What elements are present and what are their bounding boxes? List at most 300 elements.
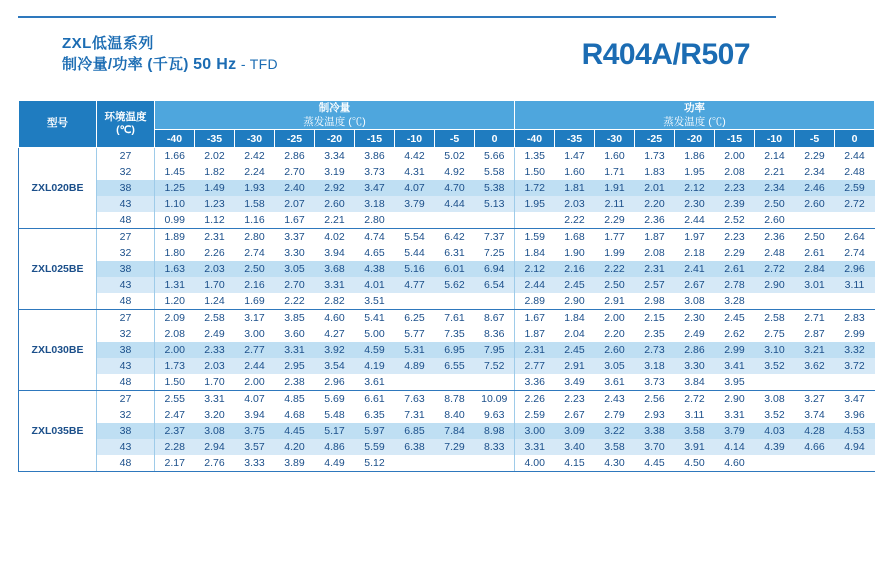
capacity-value-cell: 2.00 bbox=[155, 342, 195, 358]
capacity-value-cell bbox=[435, 455, 475, 472]
power-value-cell: 2.52 bbox=[715, 212, 755, 229]
capacity-value-cell bbox=[395, 293, 435, 310]
power-value-cell: 1.87 bbox=[515, 326, 555, 342]
capacity-value-cell: 2.42 bbox=[235, 148, 275, 165]
capacity-value-cell: 5.00 bbox=[355, 326, 395, 342]
capacity-value-cell: 3.89 bbox=[275, 455, 315, 472]
ambient-temp-cell: 32 bbox=[97, 407, 155, 423]
power-value-cell: 2.59 bbox=[515, 407, 555, 423]
capacity-value-cell: 3.47 bbox=[355, 180, 395, 196]
capacity-value-cell: 4.65 bbox=[355, 245, 395, 261]
capacity-value-cell: 3.31 bbox=[275, 342, 315, 358]
capacity-value-cell: 2.28 bbox=[155, 439, 195, 455]
capacity-value-cell: 3.31 bbox=[315, 277, 355, 293]
capacity-value-cell: 5.59 bbox=[355, 439, 395, 455]
table-body bbox=[19, 148, 875, 472]
model-suffix-label: - TFD bbox=[240, 56, 278, 73]
power-value-cell: 4.94 bbox=[835, 439, 875, 455]
power-value-cell: 3.70 bbox=[635, 439, 675, 455]
capacity-value-cell: 2.55 bbox=[155, 391, 195, 408]
capacity-value-cell: 3.73 bbox=[355, 164, 395, 180]
power-value-cell: 2.44 bbox=[675, 212, 715, 229]
col-header-model: 型号 bbox=[19, 101, 97, 148]
power-temp-header-m5: -5 bbox=[795, 130, 835, 148]
capacity-value-cell: 2.70 bbox=[275, 277, 315, 293]
table-row bbox=[19, 229, 875, 246]
power-value-cell: 3.01 bbox=[795, 277, 835, 293]
capacity-value-cell: 3.05 bbox=[275, 261, 315, 277]
capacity-value-cell: 2.60 bbox=[315, 196, 355, 212]
capacity-value-cell bbox=[475, 374, 515, 391]
ambient-temp-cell: 48 bbox=[97, 374, 155, 391]
power-value-cell: 2.73 bbox=[635, 342, 675, 358]
power-value-cell: 2.90 bbox=[715, 391, 755, 408]
power-value-cell bbox=[755, 293, 795, 310]
capacity-value-cell: 7.61 bbox=[435, 310, 475, 327]
power-value-cell: 4.50 bbox=[675, 455, 715, 472]
table-row bbox=[19, 148, 875, 165]
power-value-cell: 4.30 bbox=[595, 455, 635, 472]
power-value-cell: 2.14 bbox=[755, 148, 795, 165]
power-value-cell: 2.01 bbox=[635, 180, 675, 196]
col-header-ambient bbox=[97, 101, 155, 148]
capacity-value-cell: 4.92 bbox=[435, 164, 475, 180]
capacity-value-cell: 2.21 bbox=[315, 212, 355, 229]
capacity-value-cell: 5.02 bbox=[435, 148, 475, 165]
capacity-value-cell: 6.85 bbox=[395, 423, 435, 439]
capacity-value-cell: 4.20 bbox=[275, 439, 315, 455]
capacity-temp-header-m15: -15 bbox=[355, 130, 395, 148]
power-value-cell: 4.60 bbox=[715, 455, 755, 472]
model-cell: ZXL030BE bbox=[19, 310, 97, 391]
capacity-value-cell: 4.49 bbox=[315, 455, 355, 472]
capacity-value-cell: 1.80 bbox=[155, 245, 195, 261]
capacity-value-cell: 2.77 bbox=[235, 342, 275, 358]
ambient-temp-cell: 43 bbox=[97, 358, 155, 374]
capacity-value-cell: 1.89 bbox=[155, 229, 195, 246]
capacity-value-cell: 4.01 bbox=[355, 277, 395, 293]
power-temp-header-m30: -30 bbox=[595, 130, 635, 148]
capacity-value-cell: 3.19 bbox=[315, 164, 355, 180]
power-value-cell: 2.44 bbox=[835, 148, 875, 165]
capacity-value-cell: 3.37 bbox=[275, 229, 315, 246]
capacity-value-cell: 1.50 bbox=[155, 374, 195, 391]
capacity-value-cell: 0.99 bbox=[155, 212, 195, 229]
power-value-cell: 1.95 bbox=[515, 196, 555, 212]
capacity-value-cell: 3.34 bbox=[315, 148, 355, 165]
capacity-value-cell: 1.24 bbox=[195, 293, 235, 310]
capacity-value-cell: 7.37 bbox=[475, 229, 515, 246]
power-value-cell: 2.79 bbox=[595, 407, 635, 423]
power-value-cell: 2.36 bbox=[635, 212, 675, 229]
capacity-value-cell: 3.20 bbox=[195, 407, 235, 423]
power-value-cell: 3.08 bbox=[675, 293, 715, 310]
power-value-cell: 2.72 bbox=[835, 196, 875, 212]
power-value-cell: 2.45 bbox=[555, 342, 595, 358]
capacity-value-cell: 3.94 bbox=[315, 245, 355, 261]
power-value-cell: 3.58 bbox=[675, 423, 715, 439]
power-temp-header-0: 0 bbox=[835, 130, 875, 148]
performance-table bbox=[18, 100, 875, 472]
capacity-value-cell: 2.94 bbox=[195, 439, 235, 455]
power-value-cell: 2.18 bbox=[675, 245, 715, 261]
power-value-cell: 2.03 bbox=[555, 196, 595, 212]
capacity-value-cell: 2.26 bbox=[195, 245, 235, 261]
power-value-cell: 3.52 bbox=[755, 407, 795, 423]
capacity-value-cell: 2.22 bbox=[275, 293, 315, 310]
capacity-value-cell: 1.25 bbox=[155, 180, 195, 196]
power-value-cell: 2.90 bbox=[755, 277, 795, 293]
capacity-value-cell: 2.86 bbox=[275, 148, 315, 165]
power-value-cell: 2.34 bbox=[755, 180, 795, 196]
power-value-cell: 3.27 bbox=[795, 391, 835, 408]
power-value-cell: 4.28 bbox=[795, 423, 835, 439]
group-header-capacity bbox=[155, 101, 515, 130]
power-value-cell: 3.11 bbox=[835, 277, 875, 293]
table-row bbox=[19, 212, 875, 229]
power-value-cell: 2.48 bbox=[835, 164, 875, 180]
capacity-value-cell: 7.52 bbox=[475, 358, 515, 374]
power-value-cell: 2.36 bbox=[755, 229, 795, 246]
power-value-cell: 2.48 bbox=[755, 245, 795, 261]
capacity-value-cell: 1.93 bbox=[235, 180, 275, 196]
capacity-value-cell: 2.40 bbox=[275, 180, 315, 196]
capacity-value-cell: 6.31 bbox=[435, 245, 475, 261]
capacity-value-cell: 5.58 bbox=[475, 164, 515, 180]
power-value-cell: 3.91 bbox=[675, 439, 715, 455]
power-value-cell: 2.45 bbox=[555, 277, 595, 293]
power-temp-header-m25: -25 bbox=[635, 130, 675, 148]
capacity-subtitle: 蒸发温度 (℃) bbox=[303, 116, 366, 129]
power-value-cell: 1.86 bbox=[675, 148, 715, 165]
power-value-cell: 3.00 bbox=[515, 423, 555, 439]
capacity-value-cell: 2.50 bbox=[235, 261, 275, 277]
power-value-cell: 3.96 bbox=[835, 407, 875, 423]
ambient-temp-cell: 27 bbox=[97, 148, 155, 165]
ambient-temp-cell: 32 bbox=[97, 326, 155, 342]
capacity-value-cell: 5.97 bbox=[355, 423, 395, 439]
table-row bbox=[19, 310, 875, 327]
table-row bbox=[19, 164, 875, 180]
power-value-cell: 3.11 bbox=[675, 407, 715, 423]
power-value-cell: 2.60 bbox=[795, 196, 835, 212]
power-value-cell bbox=[835, 374, 875, 391]
table-row bbox=[19, 326, 875, 342]
ambient-temp-cell: 38 bbox=[97, 180, 155, 196]
model-cell: ZXL035BE bbox=[19, 391, 97, 472]
capacity-value-cell: 3.60 bbox=[275, 326, 315, 342]
capacity-value-cell: 3.54 bbox=[315, 358, 355, 374]
power-subtitle: 蒸发温度 (℃) bbox=[663, 116, 726, 129]
power-value-cell: 1.35 bbox=[515, 148, 555, 165]
capacity-value-cell: 5.44 bbox=[395, 245, 435, 261]
header-row-groups bbox=[19, 101, 875, 130]
capacity-value-cell bbox=[395, 455, 435, 472]
capacity-value-cell: 1.69 bbox=[235, 293, 275, 310]
power-value-cell: 2.61 bbox=[795, 245, 835, 261]
power-value-cell: 2.67 bbox=[675, 277, 715, 293]
power-value-cell: 1.97 bbox=[675, 229, 715, 246]
power-value-cell: 2.98 bbox=[635, 293, 675, 310]
ambient-temp-cell: 32 bbox=[97, 245, 155, 261]
power-value-cell: 2.77 bbox=[515, 358, 555, 374]
capacity-value-cell: 4.31 bbox=[395, 164, 435, 180]
power-value-cell: 3.22 bbox=[595, 423, 635, 439]
capacity-value-cell: 1.63 bbox=[155, 261, 195, 277]
power-value-cell: 3.36 bbox=[515, 374, 555, 391]
table-row bbox=[19, 261, 875, 277]
power-value-cell: 3.52 bbox=[755, 358, 795, 374]
capacity-value-cell: 3.00 bbox=[235, 326, 275, 342]
capacity-value-cell: 2.03 bbox=[195, 358, 235, 374]
capacity-value-cell: 3.92 bbox=[315, 342, 355, 358]
ambient-temp-cell: 43 bbox=[97, 277, 155, 293]
ambient-temp-cell: 38 bbox=[97, 261, 155, 277]
power-value-cell: 4.53 bbox=[835, 423, 875, 439]
power-value-cell: 3.21 bbox=[795, 342, 835, 358]
ambient-temp-cell: 27 bbox=[97, 310, 155, 327]
power-value-cell: 2.99 bbox=[715, 342, 755, 358]
capacity-value-cell: 3.31 bbox=[195, 391, 235, 408]
model-cell: ZXL025BE bbox=[19, 229, 97, 310]
power-value-cell bbox=[755, 374, 795, 391]
power-value-cell: 2.23 bbox=[715, 180, 755, 196]
power-value-cell: 2.61 bbox=[715, 261, 755, 277]
capacity-value-cell: 5.54 bbox=[395, 229, 435, 246]
power-value-cell: 2.23 bbox=[715, 229, 755, 246]
power-value-cell: 3.10 bbox=[755, 342, 795, 358]
power-value-cell: 3.49 bbox=[555, 374, 595, 391]
capacity-value-cell: 3.85 bbox=[275, 310, 315, 327]
power-value-cell: 1.87 bbox=[635, 229, 675, 246]
table-row bbox=[19, 407, 875, 423]
power-value-cell: 2.60 bbox=[755, 212, 795, 229]
capacity-value-cell: 2.82 bbox=[315, 293, 355, 310]
power-value-cell: 3.73 bbox=[635, 374, 675, 391]
capacity-value-cell: 1.10 bbox=[155, 196, 195, 212]
power-value-cell: 2.44 bbox=[515, 277, 555, 293]
power-value-cell: 4.66 bbox=[795, 439, 835, 455]
power-value-cell: 2.91 bbox=[555, 358, 595, 374]
capacity-value-cell: 5.41 bbox=[355, 310, 395, 327]
capacity-value-cell: 4.45 bbox=[275, 423, 315, 439]
capacity-value-cell: 2.33 bbox=[195, 342, 235, 358]
capacity-value-cell: 4.07 bbox=[235, 391, 275, 408]
power-value-cell: 2.99 bbox=[835, 326, 875, 342]
capacity-temp-header-0: 0 bbox=[475, 130, 515, 148]
power-value-cell: 2.89 bbox=[515, 293, 555, 310]
power-value-cell: 3.79 bbox=[715, 423, 755, 439]
power-value-cell: 2.30 bbox=[675, 196, 715, 212]
capacity-value-cell: 5.31 bbox=[395, 342, 435, 358]
capacity-value-cell: 3.30 bbox=[275, 245, 315, 261]
capacity-temp-header-m10: -10 bbox=[395, 130, 435, 148]
power-value-cell: 4.14 bbox=[715, 439, 755, 455]
table-row bbox=[19, 245, 875, 261]
capacity-value-cell: 3.57 bbox=[235, 439, 275, 455]
power-value-cell: 2.29 bbox=[595, 212, 635, 229]
capacity-value-cell: 5.66 bbox=[475, 148, 515, 165]
power-value-cell: 3.72 bbox=[835, 358, 875, 374]
power-temp-header-m10: -10 bbox=[755, 130, 795, 148]
power-value-cell: 2.23 bbox=[555, 391, 595, 408]
capacity-power-label: 制冷量/功率 (千瓦) bbox=[62, 56, 189, 74]
capacity-value-cell: 4.02 bbox=[315, 229, 355, 246]
ambient-temp-cell: 38 bbox=[97, 342, 155, 358]
power-value-cell: 2.12 bbox=[675, 180, 715, 196]
power-value-cell: 2.60 bbox=[595, 342, 635, 358]
power-temp-header-m15: -15 bbox=[715, 130, 755, 148]
capacity-value-cell: 2.31 bbox=[195, 229, 235, 246]
power-value-cell: 3.08 bbox=[755, 391, 795, 408]
capacity-value-cell bbox=[395, 212, 435, 229]
power-temp-header-m35: -35 bbox=[555, 130, 595, 148]
capacity-value-cell: 2.95 bbox=[275, 358, 315, 374]
capacity-value-cell: 2.92 bbox=[315, 180, 355, 196]
power-value-cell: 3.58 bbox=[595, 439, 635, 455]
power-value-cell: 2.75 bbox=[755, 326, 795, 342]
power-value-cell: 2.78 bbox=[715, 277, 755, 293]
power-value-cell: 3.30 bbox=[675, 358, 715, 374]
capacity-value-cell: 3.86 bbox=[355, 148, 395, 165]
power-value-cell: 2.26 bbox=[515, 391, 555, 408]
capacity-value-cell: 4.19 bbox=[355, 358, 395, 374]
capacity-value-cell: 4.74 bbox=[355, 229, 395, 246]
capacity-value-cell: 2.47 bbox=[155, 407, 195, 423]
power-value-cell: 2.11 bbox=[595, 196, 635, 212]
power-value-cell: 2.50 bbox=[755, 196, 795, 212]
power-value-cell: 3.40 bbox=[555, 439, 595, 455]
capacity-value-cell: 10.09 bbox=[475, 391, 515, 408]
capacity-value-cell: 4.70 bbox=[435, 180, 475, 196]
capacity-value-cell: 5.62 bbox=[435, 277, 475, 293]
capacity-value-cell: 6.01 bbox=[435, 261, 475, 277]
power-value-cell: 1.73 bbox=[635, 148, 675, 165]
power-value-cell: 2.08 bbox=[715, 164, 755, 180]
power-value-cell bbox=[795, 212, 835, 229]
power-value-cell: 2.29 bbox=[795, 148, 835, 165]
power-value-cell: 2.20 bbox=[595, 326, 635, 342]
capacity-value-cell: 5.38 bbox=[475, 180, 515, 196]
capacity-value-cell: 8.78 bbox=[435, 391, 475, 408]
power-value-cell: 4.45 bbox=[635, 455, 675, 472]
capacity-value-cell: 1.58 bbox=[235, 196, 275, 212]
capacity-temp-header-m20: -20 bbox=[315, 130, 355, 148]
power-value-cell: 2.43 bbox=[595, 391, 635, 408]
capacity-temp-header-m40: -40 bbox=[155, 130, 195, 148]
power-value-cell bbox=[835, 212, 875, 229]
ambient-temp-cell: 48 bbox=[97, 212, 155, 229]
capacity-value-cell bbox=[475, 293, 515, 310]
power-value-cell: 1.59 bbox=[515, 229, 555, 246]
capacity-value-cell: 4.38 bbox=[355, 261, 395, 277]
frequency-label: 50 Hz bbox=[193, 56, 237, 74]
capacity-value-cell: 4.59 bbox=[355, 342, 395, 358]
power-value-cell: 3.09 bbox=[555, 423, 595, 439]
title-block bbox=[18, 34, 278, 76]
capacity-value-cell: 2.03 bbox=[195, 261, 235, 277]
power-value-cell: 2.12 bbox=[515, 261, 555, 277]
power-value-cell: 2.35 bbox=[635, 326, 675, 342]
capacity-value-cell: 3.61 bbox=[355, 374, 395, 391]
capacity-temp-header-m5: -5 bbox=[435, 130, 475, 148]
capacity-value-cell: 7.31 bbox=[395, 407, 435, 423]
page-header bbox=[18, 0, 776, 96]
power-value-cell: 1.68 bbox=[555, 229, 595, 246]
power-value-cell: 2.15 bbox=[635, 310, 675, 327]
capacity-value-cell: 7.25 bbox=[475, 245, 515, 261]
power-value-cell: 2.62 bbox=[715, 326, 755, 342]
power-value-cell: 1.47 bbox=[555, 148, 595, 165]
capacity-value-cell: 3.68 bbox=[315, 261, 355, 277]
power-value-cell bbox=[795, 455, 835, 472]
power-value-cell: 2.49 bbox=[675, 326, 715, 342]
capacity-value-cell bbox=[435, 212, 475, 229]
capacity-value-cell: 3.75 bbox=[235, 423, 275, 439]
power-value-cell: 2.21 bbox=[755, 164, 795, 180]
power-value-cell: 2.50 bbox=[595, 277, 635, 293]
table-row bbox=[19, 439, 875, 455]
table-row bbox=[19, 277, 875, 293]
ambient-temp-cell: 48 bbox=[97, 455, 155, 472]
capacity-value-cell: 1.70 bbox=[195, 277, 235, 293]
power-value-cell: 2.34 bbox=[795, 164, 835, 180]
capacity-value-cell: 4.86 bbox=[315, 439, 355, 455]
power-value-cell: 1.84 bbox=[555, 310, 595, 327]
capacity-value-cell: 4.42 bbox=[395, 148, 435, 165]
power-value-cell: 1.50 bbox=[515, 164, 555, 180]
power-value-cell: 4.15 bbox=[555, 455, 595, 472]
power-value-cell: 2.96 bbox=[835, 261, 875, 277]
table-row bbox=[19, 455, 875, 472]
subtitle-line bbox=[62, 54, 278, 76]
capacity-value-cell: 3.94 bbox=[235, 407, 275, 423]
capacity-value-cell: 8.98 bbox=[475, 423, 515, 439]
power-value-cell: 1.99 bbox=[595, 245, 635, 261]
power-value-cell: 1.72 bbox=[515, 180, 555, 196]
ambient-temp-cell: 38 bbox=[97, 423, 155, 439]
power-value-cell: 2.93 bbox=[635, 407, 675, 423]
capacity-value-cell: 6.95 bbox=[435, 342, 475, 358]
capacity-value-cell: 3.79 bbox=[395, 196, 435, 212]
capacity-value-cell: 1.12 bbox=[195, 212, 235, 229]
capacity-value-cell: 3.18 bbox=[355, 196, 395, 212]
table-head bbox=[19, 101, 875, 148]
capacity-value-cell: 4.07 bbox=[395, 180, 435, 196]
power-value-cell bbox=[755, 455, 795, 472]
capacity-value-cell: 5.16 bbox=[395, 261, 435, 277]
power-value-cell: 3.74 bbox=[795, 407, 835, 423]
ambient-temp-cell: 43 bbox=[97, 439, 155, 455]
power-value-cell: 1.60 bbox=[595, 148, 635, 165]
capacity-value-cell: 5.13 bbox=[475, 196, 515, 212]
power-value-cell: 2.22 bbox=[595, 261, 635, 277]
power-value-cell: 2.04 bbox=[555, 326, 595, 342]
power-value-cell: 2.22 bbox=[555, 212, 595, 229]
power-value-cell: 2.59 bbox=[835, 180, 875, 196]
power-value-cell: 2.91 bbox=[595, 293, 635, 310]
power-value-cell: 1.90 bbox=[555, 245, 595, 261]
capacity-value-cell: 4.60 bbox=[315, 310, 355, 327]
power-value-cell: 2.50 bbox=[795, 229, 835, 246]
power-value-cell bbox=[795, 374, 835, 391]
capacity-value-cell: 2.02 bbox=[195, 148, 235, 165]
power-value-cell: 2.45 bbox=[715, 310, 755, 327]
power-value-cell: 2.72 bbox=[755, 261, 795, 277]
power-value-cell: 1.81 bbox=[555, 180, 595, 196]
capacity-value-cell: 7.35 bbox=[435, 326, 475, 342]
power-value-cell: 1.67 bbox=[515, 310, 555, 327]
